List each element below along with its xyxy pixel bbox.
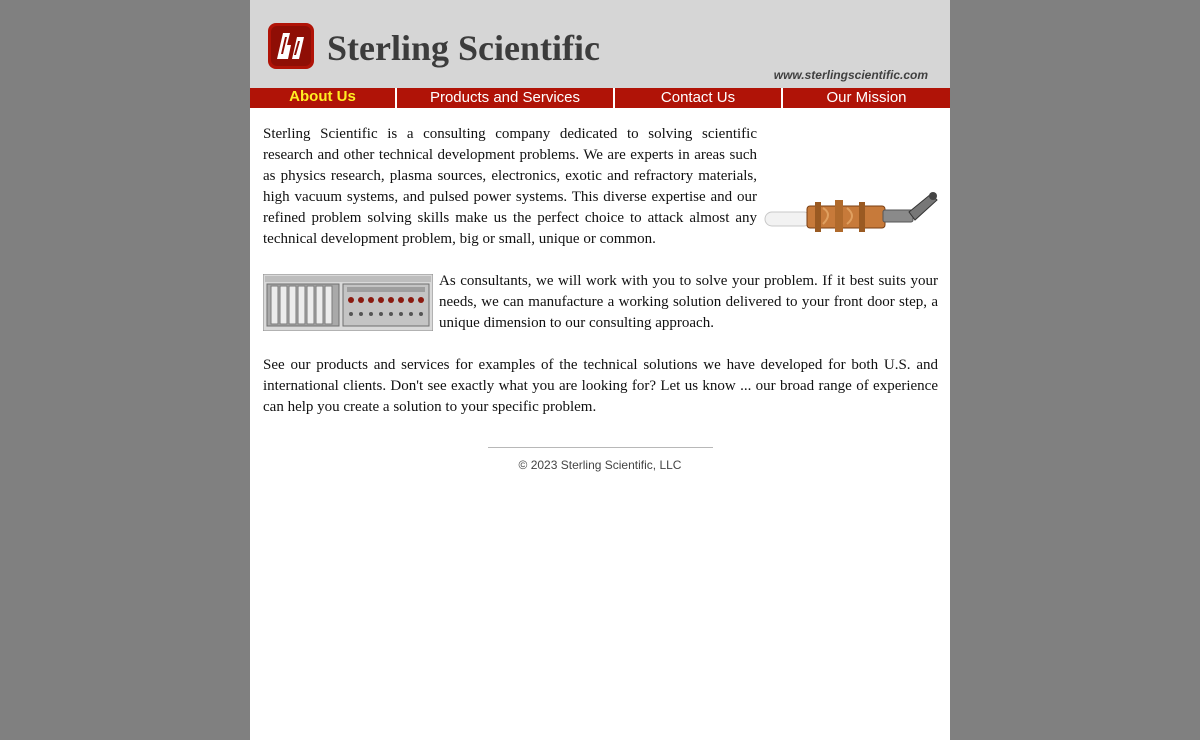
page	[250, 0, 950, 740]
about-paragraph-1: Sterling Scientific is a consulting company dedicated to solving scientific research and other technical development problems. We are experts in areas such as physics research, plasma sources, electronics, exotic and refractory materials, high vacuum systems, and pulsed power systems. This diverse expertise and our refined problem solving skills make us the perfect choice to attack almost any technical development problem, big or small, unique or common.	[263, 126, 757, 247]
site-header	[250, 0, 950, 88]
plasma-device-image	[763, 190, 938, 234]
electronics-rack-image	[263, 274, 433, 331]
main-nav	[250, 88, 950, 108]
footer-copyright: © 2023 Sterling Scientific, LLC	[518, 458, 682, 472]
footer-divider	[488, 447, 713, 448]
site-brand-title: Sterling Scientific	[327, 28, 600, 68]
main-content	[263, 124, 938, 439]
logo-icon[interactable]	[268, 23, 314, 69]
about-paragraph-2: As consultants, we will work with you to solve your problem. If it best suits your needs, we can manufacture a working solution delivered to your front door step, a unique dimension to our consulting approach.	[439, 273, 938, 331]
about-paragraph-3: See our products and services for examples of the technical solutions we have developed for both U.S. and international clients. Don't see exactly what you are looking for? Let us know ... our broad range of experience can help you create a solution to your specific problem.	[263, 357, 938, 415]
nav-contact-us[interactable]: Contact Us	[660, 89, 736, 106]
nav-our-mission[interactable]: Our Mission	[826, 89, 907, 106]
nav-about-us[interactable]: About Us	[289, 88, 356, 105]
nav-products-and-services[interactable]: Products and Services	[429, 89, 581, 106]
site-url[interactable]: www.sterlingscientific.com	[773, 68, 928, 82]
